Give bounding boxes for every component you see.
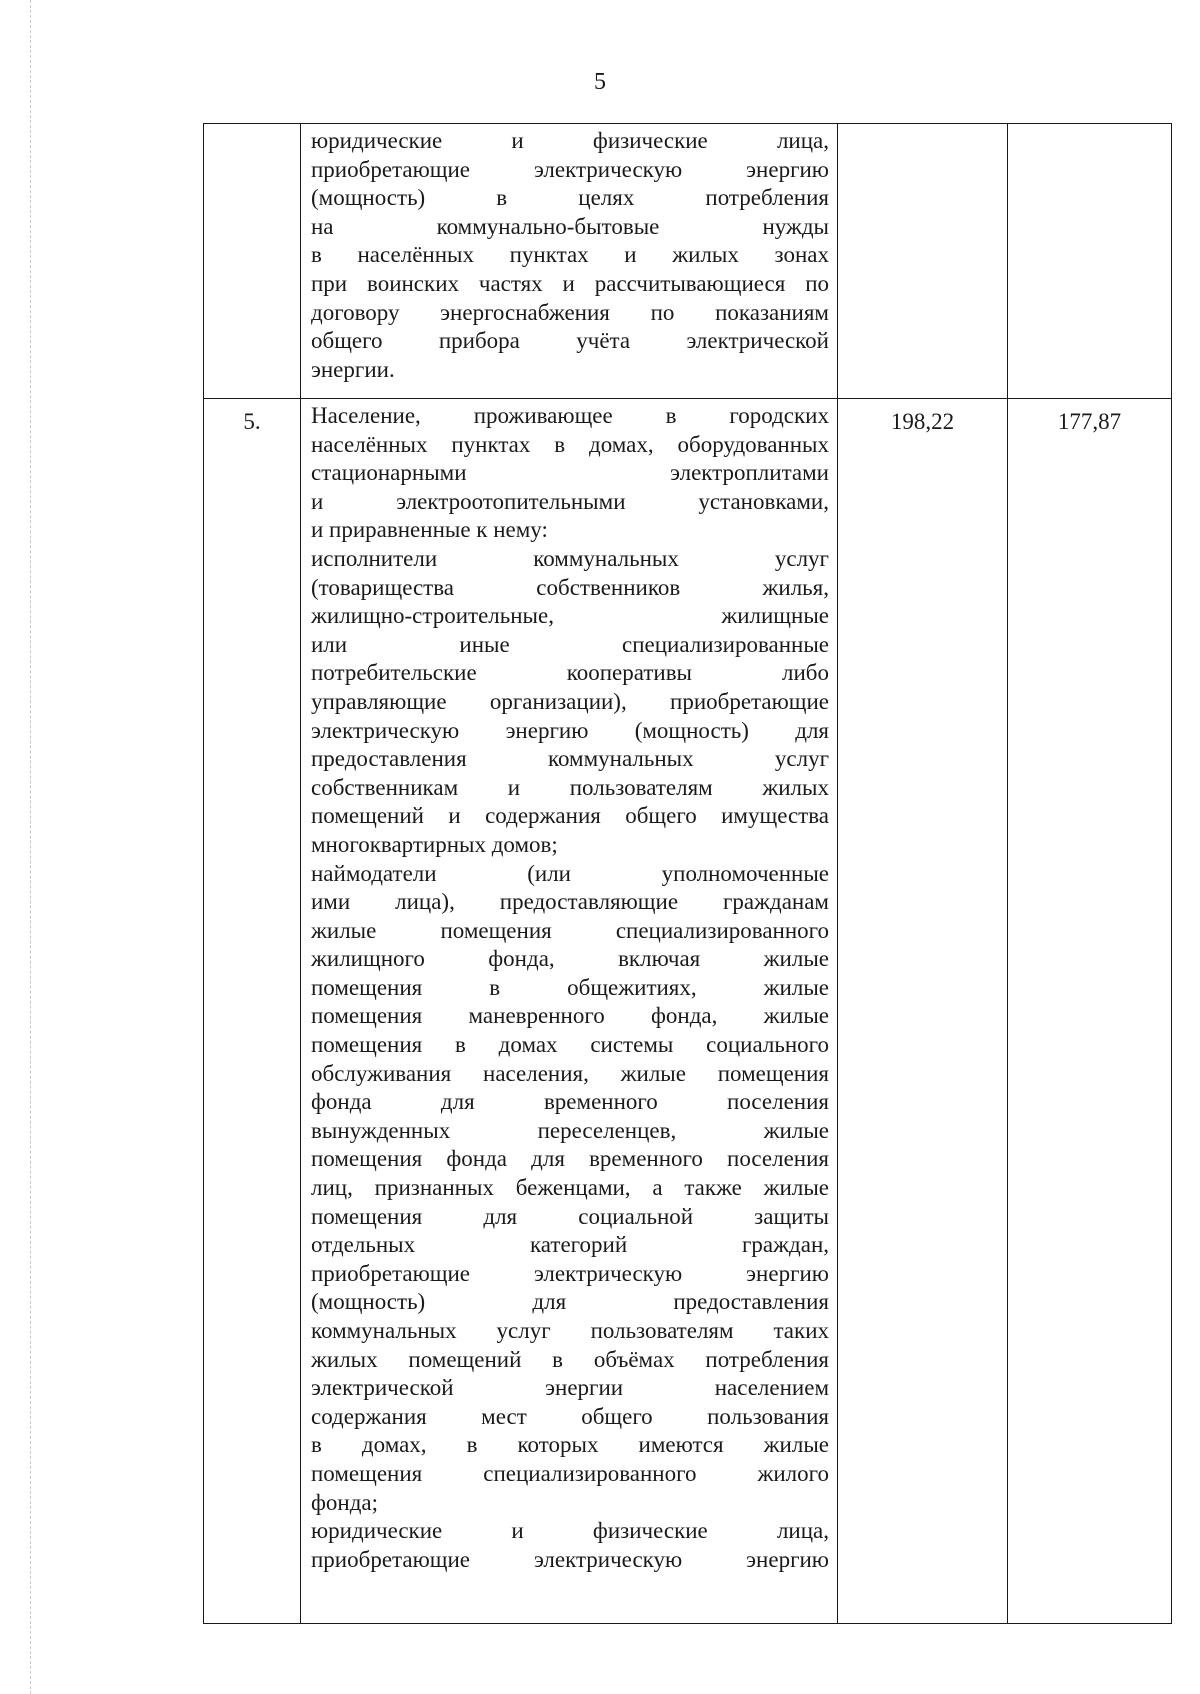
description-line: при воинских частях и рассчитывающиеся по <box>311 270 829 296</box>
tariff-table <box>203 123 1172 1624</box>
description-line: жилищного фонда, включая жилые <box>311 946 829 972</box>
description-line: энергии. <box>311 356 395 382</box>
description-line: фонда для временного поселения <box>311 1089 829 1115</box>
description-line: договору энергоснабжения по показаниям <box>311 299 829 325</box>
description-line: содержания мест общего пользования <box>311 1403 829 1429</box>
description-line: обслуживания населения, жилые помещения <box>311 1060 829 1086</box>
description-line: помещений и содержания общего имущества <box>311 803 829 829</box>
description-line: потребительские кооперативы либо <box>311 660 829 686</box>
description-line: помещения специализированного жилого <box>311 1460 829 1486</box>
description-line: в домах, в которых имеются жилые <box>311 1432 829 1458</box>
description-line: предоставления коммунальных услуг <box>311 746 829 772</box>
value-1-cell <box>838 124 1008 399</box>
description-line: (мощность) для предоставления <box>311 1289 829 1315</box>
description-line: приобретающие электрическую энергию <box>311 156 829 182</box>
scan-edge-line <box>30 0 31 1694</box>
table-row <box>204 124 1172 399</box>
description-line: ими лица), предоставляющие гражданам <box>311 889 829 915</box>
description-line: исполнители коммунальных услуг <box>311 545 829 571</box>
description-line: коммунальных услуг пользователям таких <box>311 1318 829 1343</box>
description-line: Население, проживающее в городских <box>311 403 829 428</box>
description-line: стационарными электроплитами <box>311 460 829 486</box>
description-line: многоквартирных домов; <box>311 831 558 857</box>
description-line: юридические и физические лица, <box>311 128 829 153</box>
description-line: отдельных категорий граждан, <box>311 1232 829 1258</box>
description-line: и электроотопительными установками, <box>311 488 829 514</box>
description-line: фонда; <box>311 1489 379 1515</box>
description-line: или иные специализированные <box>311 631 829 657</box>
description-line: собственникам и пользователям жилых <box>311 774 829 800</box>
description-line: помещения в домах системы социального <box>311 1032 829 1058</box>
description-line: приобретающие электрическую энергию <box>311 1260 829 1286</box>
description-line: наймодатели (или уполномоченные <box>311 860 829 886</box>
value-2-cell <box>1008 124 1172 399</box>
description-line: электрическую энергию (мощность) для <box>311 717 829 743</box>
description-line: и приравненные к нему: <box>311 517 548 543</box>
row-description-cell <box>301 399 838 1624</box>
description-line: управляющие организации), приобретающие <box>311 688 829 714</box>
description-line: (товарищества собственников жилья, <box>311 574 829 600</box>
description-line: помещения для социальной защиты <box>311 1203 829 1229</box>
description-line: жилищно-строительные, жилищные <box>311 603 829 629</box>
description-line: помещения в общежитиях, жилые <box>311 974 829 1000</box>
description-line: помещения фонда для временного поселения <box>311 1146 829 1172</box>
table-row <box>204 399 1172 1624</box>
description-line: (мощность) в целях потребления <box>311 185 829 211</box>
description-line: юридические и физические лица, <box>311 1518 829 1544</box>
row-description-cell <box>301 124 838 399</box>
description-line: жилых помещений в объёмах потребления <box>311 1346 829 1372</box>
description-line: населённых пунктах в домах, оборудованных <box>311 431 829 457</box>
row-number-cell: 5. <box>204 399 301 1624</box>
description-line: электрической энергии населением <box>311 1375 829 1401</box>
value-2-cell: 177,87 <box>1008 399 1172 1624</box>
row-number-cell <box>204 124 301 399</box>
description-line: приобретающие электрическую энергию <box>311 1546 829 1572</box>
description-line: лиц, признанных беженцами, а также жилые <box>311 1175 829 1201</box>
value-1-cell: 198,22 <box>838 399 1008 1624</box>
description-line: в населённых пунктах и жилых зонах <box>311 242 829 268</box>
description-line: жилые помещения специализированного <box>311 917 829 943</box>
description-line: общего прибора учёта электрической <box>311 328 829 354</box>
description-line: вынужденных переселенцев, жилые <box>311 1117 829 1143</box>
description-line: на коммунально-бытовые нужды <box>311 213 829 239</box>
description-line: помещения маневренного фонда, жилые <box>311 1003 829 1029</box>
page-number: 5 <box>594 69 606 95</box>
